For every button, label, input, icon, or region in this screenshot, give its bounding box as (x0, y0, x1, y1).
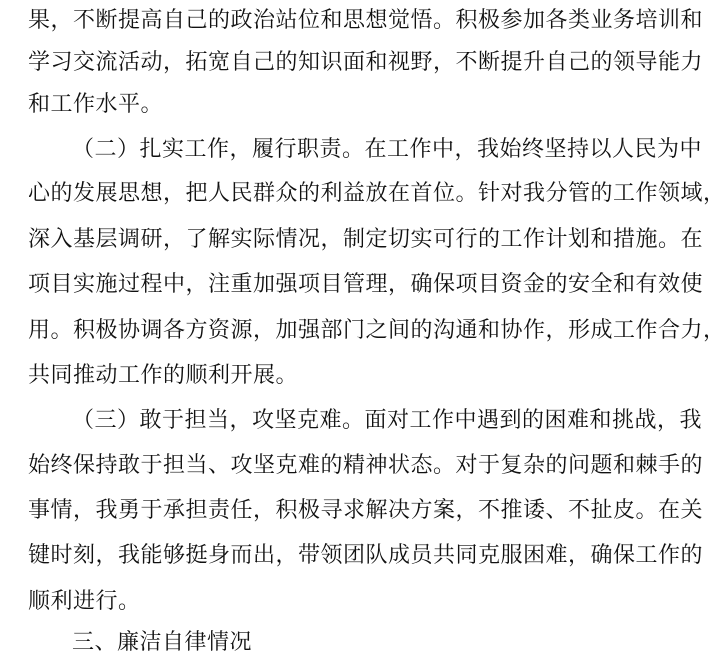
text-line: 学习交流活动，拓宽自己的知识面和视野，不断提升自己的领导能力 (28, 50, 704, 75)
paragraph-heading-line: （三）敢于担当，攻坚克难。面对工作中遇到的困难和挑战，我 (72, 408, 703, 433)
text-line: 始终保持敢于担当、攻坚克难的精神状态。对于复杂的问题和棘手的 (28, 453, 704, 478)
text-line: 用。积极协调各方资源，加强部门之间的沟通和协作，形成工作合力， (28, 318, 726, 343)
text-line: 共同推动工作的顺利开展。 (28, 363, 299, 388)
text-line: 果，不断提高自己的政治站位和思想觉悟。积极参加各类业务培训和 (28, 8, 704, 33)
section-heading-line: 三、廉洁自律情况 (72, 630, 253, 655)
text-line: 键时刻，我能够挺身而出，带领团队成员共同克服困难，确保工作的 (28, 543, 704, 568)
paragraph-heading-line: （二）扎实工作，履行职责。在工作中，我始终坚持以人民为中 (72, 137, 703, 162)
text-line: 深入基层调研，了解实际情况，制定切实可行的工作计划和措施。在 (28, 227, 704, 252)
text-line: 心的发展思想，把人民群众的利益放在首位。针对我分管的工作领域， (28, 181, 726, 206)
text-line: 和工作水平。 (28, 92, 164, 117)
text-line: 顺利进行。 (28, 589, 141, 614)
text-line: 项目实施过程中，注重加强项目管理，确保项目资金的安全和有效使 (28, 272, 704, 297)
text-line: 事情，我勇于承担责任，积极寻求解决方案，不推诿、不扯皮。在关 (28, 498, 704, 523)
